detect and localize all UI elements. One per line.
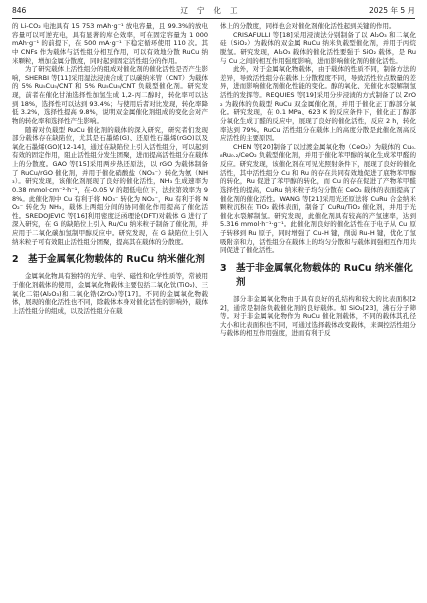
section-heading-3 — [220, 262, 416, 290]
right-paragraphs-bottom — [220, 295, 416, 338]
body-paragraph: CRISAFULLI 等[18]采用浸渍法分别制备了以 Al₂O₃ 和二氧化硅（SiO₂）为载体的双金属 RuCu 纳米负载型催化剂，并用于丙烷脱氢。研究发现，Al₂O₃ 载体的催化活性要强于 SiO₂ 载体，是 Ru 与 Cu 之间的相互作用强度影响，进而影响催化剂的催化活性。 — [220, 30, 416, 65]
section-number: 3 — [220, 262, 227, 274]
body-paragraph: CHEN 等[20]制备了以过渡金属氧化物（CeO₂）为载体的 Cu₀.₈Ru₀.₂/CeO₂ 负载型催化剂，并用于催化苯甲醇的氧化生成苯甲醛的反应。研究发现，该催化剂在可见光照射条件下，展现了良好的催化活性，其中活性组分 Cu 和 Ru 的存在共同有效地促进了底物苯甲醇的转化，Ru 促进了苯甲醇的转化，而 Cu 的存在促进了产物苯甲醛选择性的提高，CuRu 纳米粒子均匀分散在 CeO₂ 载体的表面提高了催化剂的催化活性。WANG 等[21]采用光还原法将 CuRu 合金纳米颗粒沉积在 TiO₂ 载体表面，制备了 CuRu/TiO₂ 催化剂，并用于光催化水裂解制氢。研究发现，此催化剂具有较高的产氢速率，达到 5.316 mmol·h⁻¹·g⁻¹。此催化剂良好的催化活性在于电子从 Cu 原子转移到 Ru 原子，同时增强了 Cu-H 键，削弱 Ru-H 键，优化了氢吸附亲和力，活性组分在载体上的均匀分散和与载体间强相互作用共同促进了催化活性。 — [220, 142, 416, 255]
section-title: 基于非金属氧化物载体的 RuCu 纳米催化剂 — [236, 262, 413, 288]
section-heading-2 — [12, 253, 208, 267]
left-column — [12, 22, 208, 597]
body-paragraph: 金属氧化物具有独特的光学、电学、磁性和化学性质等，常被用于催化剂载体的使用，金属氧化物载体主要包括二氧化钛(TiO₂)、三氧化二铝(Al₂O₃)和二氧化锆(ZrO₂)等[17]。不同的金属氧化物载体，展现的催化活性也不同，除载体本身对催化活性的影响外，载体上活性组分的组成，以及活性组分在载 — [12, 272, 208, 315]
journal-name: 辽宁化工 — [180, 6, 247, 15]
section-number: 2 — [12, 254, 19, 266]
left-paragraphs-bottom — [12, 272, 208, 315]
body-paragraph: 的 Li-CO₂ 电池具有 15 753 mAh·g⁻¹ 放电容量，且 99.3%的放电容量可以可逆充电，具有显著的库仑效率，可在固定容量为 1 000 mAh·g⁻¹ 的前提下，在 500 mA·g⁻¹ 下稳定循环使用 110 次。其中 CNFs 作为载体与活性组分相互作用，可以有效地分散 RuCu 纳米颗粒，增加金属分散度，同时起到固定活性组分的作用。 — [12, 22, 208, 65]
left-paragraphs-top — [12, 22, 208, 246]
right-paragraphs-top — [220, 22, 416, 255]
section-title: 基于金属氧化物载体的 RuCu 纳米催化剂 — [28, 254, 205, 266]
body-paragraph: 体上的分散度，同样也会对催化剂催化活性起到关键的作用。 — [220, 22, 396, 30]
right-column — [220, 22, 416, 597]
body-paragraph: 为了研究载体上活性组分的组成对催化剂的催化活性是否产生影响，SHERBI 等[11]采用湿法浸渍合成了以碳纳米管（CNT）为载体的 5% Ru₅Cu₅/CNT 和 5% Ru₅Cu₅/CNT 负载型催化剂。研究发现，前者在催化甘油选择性加氢生成 1,2-丙二醇时，转化率可以达到 18%，选择性可以达到 93.4%；与使用后者对比发现，转化率降低 3.2%，选择性提高 9.8%，说明双金属催化剂组成的变化会对产物的转化率和选择性产生影响。 — [12, 65, 208, 125]
running-header — [12, 4, 415, 19]
body-paragraph: 此外，对于金属氧化物载体，由于载体的性质不同，制备方法的差异，导致活性组分在载体上分散程度不同，导致活性位点数量的差异，进而影响催化剂催化性能的变化。醇的氧化、光催化水裂解制氢活性的发挥等。REQUIES 等[19]采用分步浸渍的方式制备了以 ZrO₂ 为载体的负载型 RuCu 双金属催化剂，并用于催化正丁醇部分氧化。研究发现，在 0.1 MPa、623 K 的反应条件下，催化正丁醇部分氧化生成丁醛的反应中，展现了良好的催化活性，反应 2 h，转化率达到 79%。RuCu 活性组分在载体上的高度分散是此催化剂高反应活性的主要原因。 — [220, 65, 416, 143]
page-number: 846 — [12, 6, 27, 15]
body-paragraph: 随着对负载型 RuCu 催化剂的载体的深入研究，研究者们发现部分载体存在缺陷位，尤其是石墨烯(G)、还原性石墨烯(rGO)以及氧化石墨烯(GO)[12-14]，通过在缺陷位上引入活性组分，可以起到有效的固定作用，阻止活性组分发生团聚，进而提高活性组分在载体上的分散度。GAO 等[15]采用两步热还原法，以 rGO 为载体制备了 RuCu/rGO 催化剂，并用于催化硝酸盐（NO₃⁻）转化为氨（NH₃）。研究发现，该催化剂展现了良好的催化活性，NH₃ 生成速率为 0.38 mmol·cm⁻²·h⁻¹，在-0.05 V 的超低电位下，法拉第效率为 98%。此催化剂中 Cu 有利于将 NO₃⁻ 转化为 NO₂⁻，Ru 有利于将 NO₂⁻ 转化为 NH₃，载体上两组分间的协同催化作用提高了催化活性。SREDOJEVIC 等[16]利用密度泛函理论(DFT)对载体 G 进行了深入研究，在 G 的缺陷位上引入 Ru/Cu 纳米粒子制备了催化剂，并应用于二氧化碳加氢制甲醇反应中。研究发现，在 G 缺陷位上引入纳米粒子可有效阻止活性组分团聚，提高其在载体的分散度。 — [12, 125, 208, 246]
body-paragraph: 部分非金属氧化物由于具有良好的孔结构和较大的比表面积[22]，通常是制备负载催化剂的良好载体。如 SiO₂[23]，沸石分子筛等。对于非金属氧化物作为 RuCu 催化剂载体，不同的载体其孔径大小和比表面积也不同，可通过选择载体改变载体，来调控活性组分与载体的相互作用强度，进而有利于反 — [220, 294, 416, 338]
issue-date: 2025 年 5 月 — [368, 6, 415, 15]
